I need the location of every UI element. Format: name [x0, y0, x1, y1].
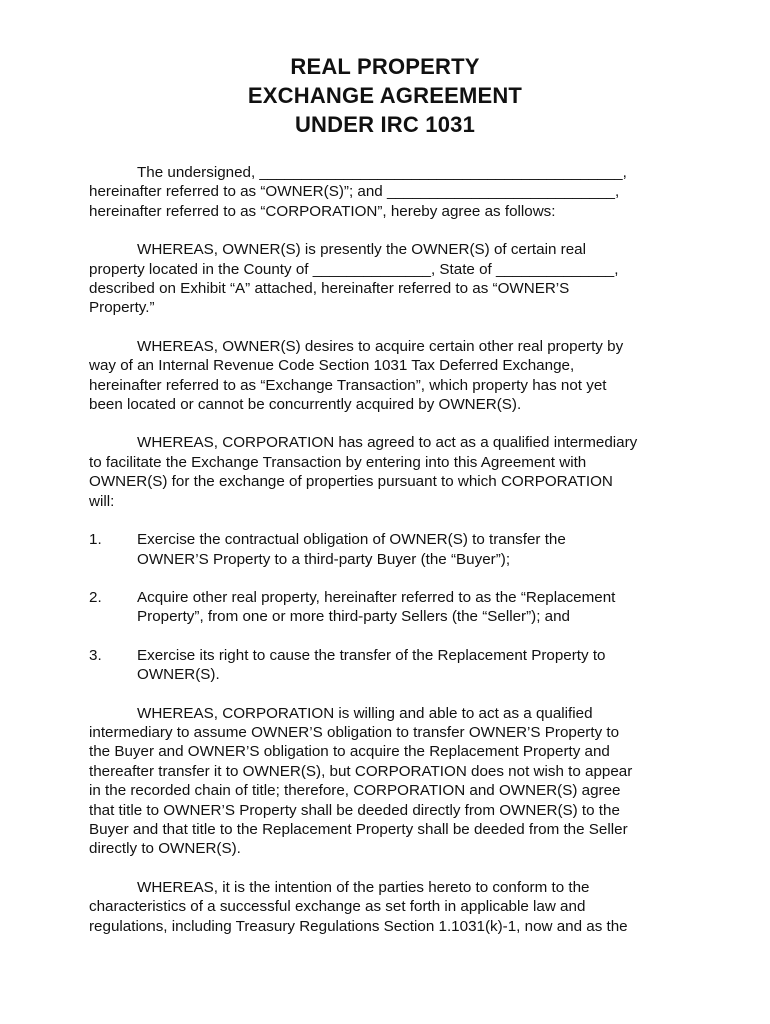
text-line: hereinafter referred to as “OWNER(S)”; and ___________________________,: [89, 183, 620, 201]
list-number: 2.: [89, 588, 102, 606]
text-line: property located in the County of ______________, State of ______________,: [89, 260, 619, 278]
text-line: Buyer and that title to the Replacement Property shall be deeded from the Seller: [89, 820, 628, 838]
text-line: directly to OWNER(S).: [89, 840, 241, 858]
list-number: 1.: [89, 531, 102, 549]
text-line: intermediary to assume OWNER’S obligation to transfer OWNER’S Property to: [89, 723, 620, 741]
whereas-paragraph-4: [89, 704, 684, 859]
text-line: Exercise its right to cause the transfer of the Replacement Property to: [137, 646, 606, 664]
list-item-1: [89, 530, 684, 569]
whereas-paragraph-3: [89, 433, 684, 511]
document-title: [0, 52, 770, 139]
text-line: to facilitate the Exchange Transaction by entering into this Agreement with: [89, 453, 587, 471]
text-line: been located or cannot be concurrently acquired by OWNER(S).: [89, 396, 522, 414]
text-line: hereinafter referred to as “CORPORATION”, hereby agree as follows:: [89, 202, 556, 220]
text-line: in the recorded chain of title; therefore, CORPORATION and OWNER(S) agree: [89, 782, 621, 800]
text-line: way of an Internal Revenue Code Section 1031 Tax Deferred Exchange,: [89, 357, 575, 375]
text-line: described on Exhibit “A” attached, hereinafter referred to as “OWNER’S: [89, 280, 570, 298]
text-line: WHEREAS, it is the intention of the parties hereto to conform to the: [137, 878, 590, 896]
text-line: thereafter transfer it to OWNER(S), but CORPORATION does not wish to appear: [89, 762, 633, 780]
text-line: Acquire other real property, hereinafter referred to as the “Replacement: [137, 588, 616, 606]
list-item-2: [89, 588, 684, 627]
document-body: [89, 163, 684, 955]
text-line: OWNER(S) for the exchange of properties pursuant to which CORPORATION: [89, 473, 613, 491]
text-line: Property”, from one or more third-party Sellers (the “Seller”); and: [137, 608, 570, 626]
text-line: OWNER’S Property to a third-party Buyer (the “Buyer”);: [137, 550, 511, 568]
list-item-3: [89, 646, 684, 685]
text-line: WHEREAS, CORPORATION is willing and able to act as a qualified: [137, 704, 593, 722]
parties-paragraph: [89, 163, 684, 221]
whereas-paragraph-2: [89, 337, 684, 415]
text-line: WHEREAS, OWNER(S) is presently the OWNER(S) of certain real: [137, 241, 586, 259]
whereas-paragraph-1: [89, 240, 684, 318]
text-line: that title to OWNER’S Property shall be deeded directly from OWNER(S) to the: [89, 801, 620, 819]
whereas-paragraph-5: [89, 878, 684, 936]
text-line: regulations, including Treasury Regulations Section 1.1031(k)-1, now and as the: [89, 917, 628, 935]
text-line: OWNER(S).: [137, 666, 220, 684]
title-line-1: REAL PROPERTY: [290, 54, 480, 79]
list-number: 3.: [89, 646, 102, 664]
text-line: WHEREAS, OWNER(S) desires to acquire certain other real property by: [137, 337, 624, 355]
text-line: hereinafter referred to as “Exchange Transaction”, which property has not yet: [89, 376, 607, 394]
text-line: WHEREAS, CORPORATION has agreed to act as a qualified intermediary: [137, 434, 638, 452]
text-line: the Buyer and OWNER’S obligation to acquire the Replacement Property and: [89, 743, 610, 761]
text-line: The undersigned, ___________________________________________,: [137, 164, 627, 181]
text-line: Exercise the contractual obligation of OWNER(S) to transfer the: [137, 531, 566, 549]
title-line-3: UNDER IRC 1031: [294, 112, 476, 137]
text-line: Property.”: [89, 299, 155, 317]
text-line: will:: [89, 492, 115, 510]
title-line-2: EXCHANGE AGREEMENT: [247, 83, 523, 108]
text-line: characteristics of a successful exchange as set forth in applicable law and: [89, 898, 586, 916]
